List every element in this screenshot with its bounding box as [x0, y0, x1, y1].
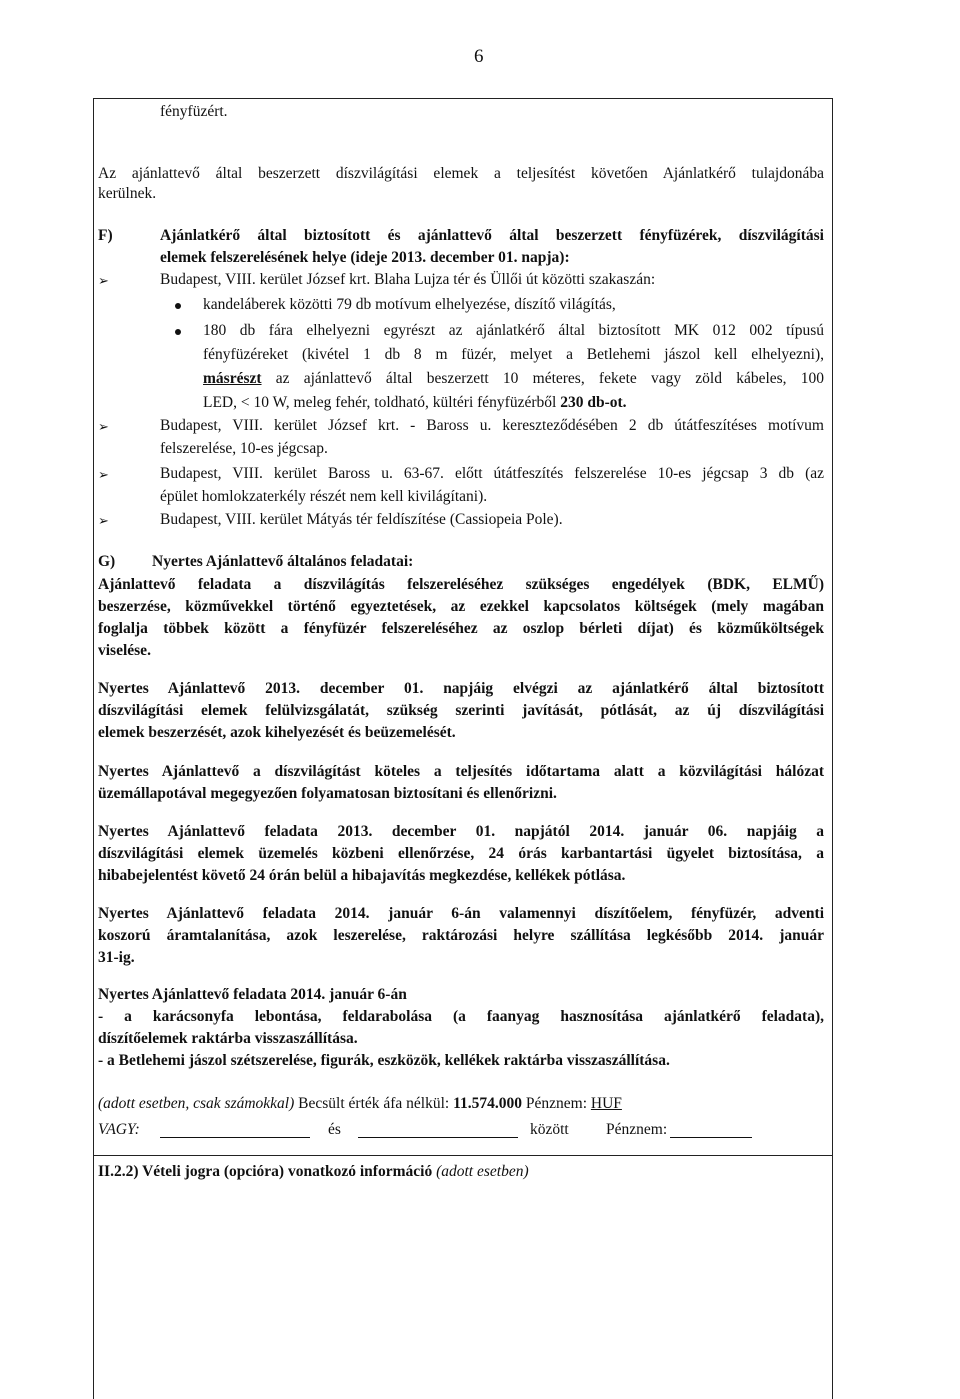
- paragraph-2-line2: díszvilágítási elemek felülvizsgálatát, szükség szerinti javítását, pótlását, az új díszvilágítási: [98, 702, 824, 719]
- blank-field-line: [160, 1137, 310, 1138]
- option-heading: II.2.2) Vételi jogra (opcióra) vonatkozó információ (adott esetben): [98, 1163, 529, 1180]
- section-f-title-line2: elemek felszerelésének helye (ideje 2013. december 01. napja):: [160, 249, 570, 266]
- location-item-2-line2: felszerelése, 10-es jégcsap.: [160, 440, 328, 457]
- paragraph-6-line1: Nyertes Ajánlattevő feladata 2014. január 6-án: [98, 986, 407, 1003]
- paragraph-5-line3: 31-ig.: [98, 949, 135, 966]
- paragraph-5-line2: koszorú áramtalanítása, azok leszerelése, raktározási helyre szállítása legkésőbb 2014. január: [98, 927, 824, 944]
- currency-value: HUF: [590, 1095, 622, 1112]
- arrow-bullet-icon: ➢: [98, 467, 109, 482]
- arrow-bullet-icon: ➢: [98, 419, 109, 434]
- location-item-3-line2: épület homlokzaterkély részét nem kell kivilágítani).: [160, 488, 488, 505]
- round-bullet-icon: [175, 303, 181, 309]
- paragraph-1-line4: viselése.: [98, 642, 151, 659]
- bullet-item-2-line3: másrészt az ajánlattevő által beszerzett 10 méteres, fekete vagy zöld kábeles, 100: [203, 370, 824, 387]
- estimated-value-amount: 11.574.000: [453, 1095, 523, 1112]
- location-item-3-line1: Budapest, VIII. kerület Baross u. 63-67. előtt útátfeszítés felszerelése 10-es jégcsap 3 db (az: [160, 465, 824, 482]
- location-item-4: Budapest, VIII. kerület Mátyás tér feldíszítése (Cassiopeia Pole).: [160, 511, 563, 528]
- paragraph-5-line1: Nyertes Ajánlattevő feladata 2014. január 6-án valamennyi díszítőelem, fényfüzér, adventi: [98, 905, 824, 922]
- paragraph-4-line1: Nyertes Ajánlattevő feladata 2013. december 01. napjától 2014. január 06. napjáig a: [98, 823, 824, 840]
- penznem-label: Pénznem:: [606, 1121, 668, 1138]
- paragraph-1-line2: beszerzése, közművekkel történő egyeztetések, az ezekkel kapcsolatos költségek (mely magában: [98, 598, 824, 615]
- kozott-label: között: [530, 1121, 569, 1138]
- paragraph-4-line2: díszvilágítási elemek üzemelés közbeni ellenőrzése, 24 órás karbantartási ügyelet biztosítása, a: [98, 845, 824, 862]
- section-divider: [93, 1155, 833, 1156]
- section-g-label: G): [98, 553, 116, 570]
- location-item-2-line1: Budapest, VIII. kerület József krt. - Baross u. kereszteződésében 2 db útátfeszítéses motívum: [160, 417, 824, 434]
- bullet-item-2-line2: fényfüzéreket (kivétel 1 db 8 m füzér, melyet a Betlehemi jászol kell elhelyezni),: [203, 346, 824, 363]
- emphasis-text: másrészt: [203, 370, 262, 387]
- estimated-value-line: (adott esetben, csak számokkal) Becsült érték áfa nélkül: 11.574.000 Pénznem: HUF: [98, 1095, 622, 1112]
- vagy-label: VAGY:: [98, 1121, 140, 1138]
- paragraph-1-line1: Ajánlattevő feladata a díszvilágítás felszereléséhez szükséges engedélyek (BDK, ELMŰ): [98, 576, 824, 593]
- bullet-item-2-line1: 180 db fára elhelyezni egyrészt az ajánlatkérő által biztosított MK 012 002 típusú: [203, 322, 824, 339]
- section-g-title: Nyertes Ajánlattevő általános feladatai:: [152, 553, 414, 570]
- page-number: 6: [474, 46, 484, 67]
- bullet-item-1: kandeláberek közötti 79 db motívum elhelyezése, díszítő világítás,: [203, 296, 616, 313]
- paragraph-6-line3: díszítőelemek raktárba visszaszállítása.: [98, 1030, 358, 1047]
- es-label: és: [328, 1121, 341, 1138]
- arrow-bullet-icon: ➢: [98, 273, 109, 288]
- paragraph-3-line1: Nyertes Ajánlattevő a díszvilágítást köteles a teljesítés időtartama alatt a közvilágítási hálózat: [98, 763, 824, 780]
- continuation-text: fényfüzért.: [160, 103, 228, 120]
- paragraph-6-line4: - a Betlehemi jászol szétszerelése, figurák, eszközök, kellékek raktárba visszaszállítása.: [98, 1052, 670, 1069]
- paragraph-1-line3: foglalja többek között a fényfüzér felszereléséhez az oszlop bérleti díjat) és közműköltségek: [98, 620, 824, 637]
- round-bullet-icon: [175, 329, 181, 335]
- paragraph-6-line2: - a karácsonyfa lebontása, feldarabolása (a faanyag hasznosítása ajánlatkérő feladata),: [98, 1008, 824, 1025]
- section-f-label: F): [98, 227, 113, 244]
- paragraph-4-line3: hibabejelentést követő 24 órán belül a hibajavítás megkezdése, kellékek pótlása.: [98, 867, 626, 884]
- bullet-item-2-line4: LED, < 10 W, meleg fehér, toldható, kültéri fényfüzérből 230 db-ot.: [203, 394, 627, 411]
- content-frame: [93, 98, 833, 1399]
- paragraph-2-line3: elemek beszerzését, azok kihelyezését és beüzemelését.: [98, 724, 456, 741]
- quantity-text: 230 db-ot.: [560, 394, 627, 411]
- section-f-title-line1: Ajánlatkérő által biztosított és ajánlattevő által beszerzett fényfüzérek, díszvilágítási: [160, 227, 824, 244]
- paragraph-3-line2: üzemállapotával megegyezően folyamatosan biztosítani és ellenőrizni.: [98, 785, 557, 802]
- paragraph-2-line1: Nyertes Ajánlattevő 2013. december 01. napjáig elvégzi az ajánlatkérő által biztosított: [98, 680, 824, 697]
- ownership-text-line1: Az ajánlattevő által beszerzett díszvilágítási elemek a teljesítést követően Ajánlatkérő tulajdonába: [98, 165, 824, 182]
- ownership-text-line2: kerülnek.: [98, 185, 157, 202]
- blank-field-line: [358, 1137, 518, 1138]
- arrow-bullet-icon: ➢: [98, 513, 109, 528]
- location-item-1: Budapest, VIII. kerület József krt. Blaha Lujza tér és Üllői út közötti szakaszán:: [160, 271, 656, 288]
- blank-field-line: [670, 1137, 752, 1138]
